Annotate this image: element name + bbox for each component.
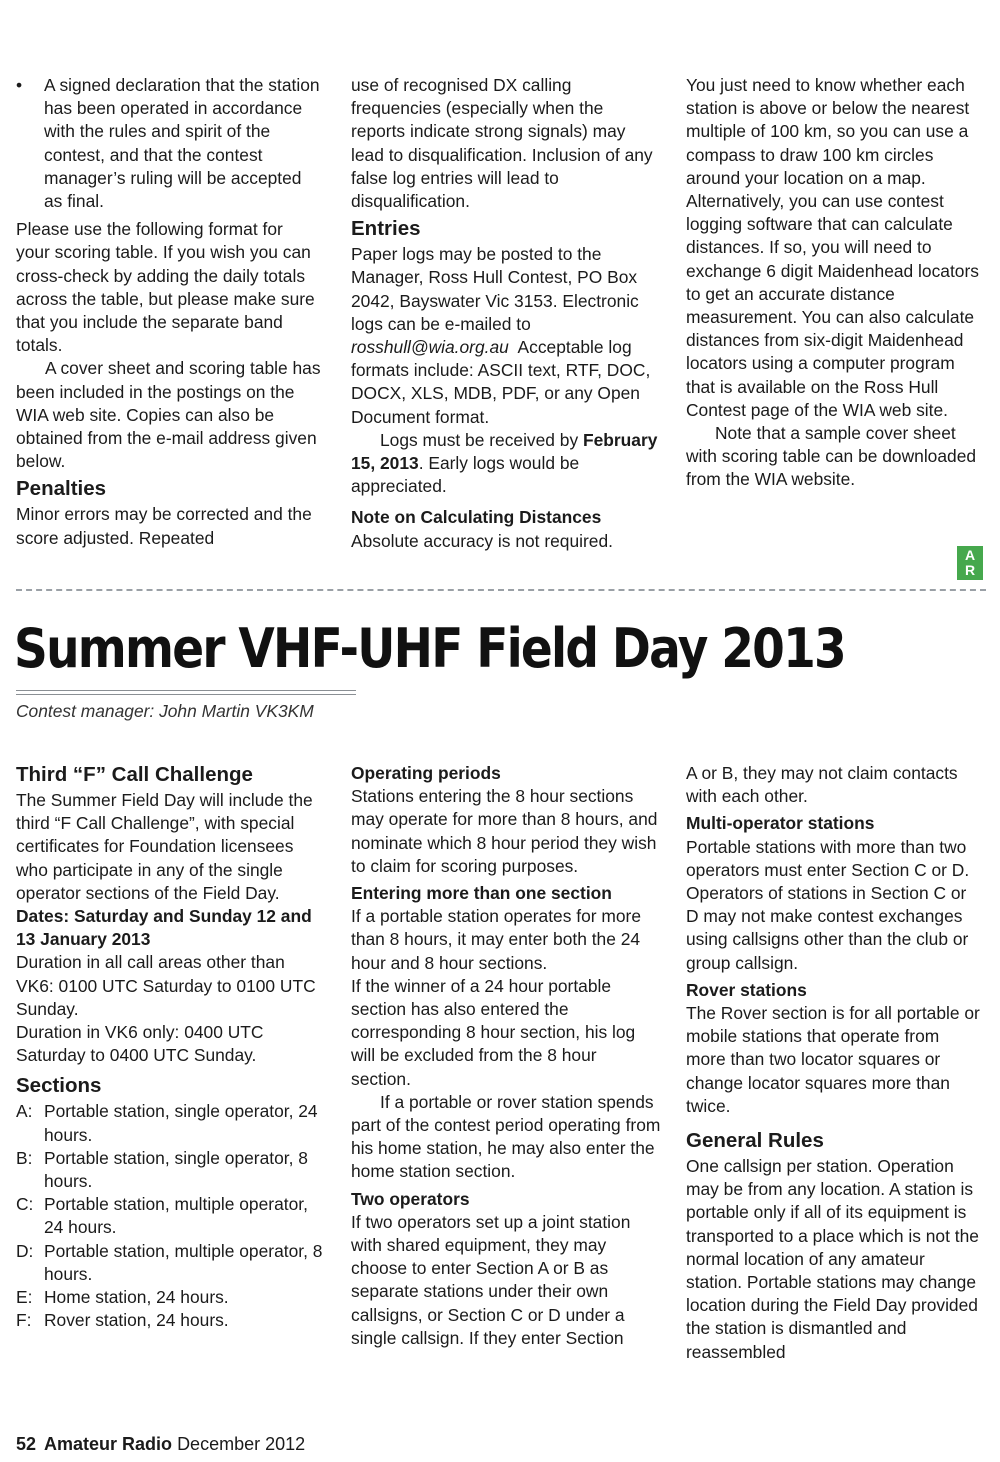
paragraph: If a portable station operates for more than 8 hours, it may enter both the 24 hour and 8 hour sections. — [351, 906, 642, 973]
page-number: 52 — [16, 1434, 37, 1454]
paragraph: The Rover section is for all portable or mobile stations that operate from more than two locator squares or change locator squares more than twice. — [686, 1003, 980, 1116]
title-rule — [16, 690, 356, 695]
paragraph: Duration in VK6 only: 0400 UTC Saturday to 0400 UTC Sunday. — [16, 1022, 264, 1066]
ar-logo: A R — [957, 546, 983, 580]
bullet-text: A signed declaration that the station has been operated in accordance with the rules and spirit of the contest, and that the contest manager’s ruling will be accepted as final. — [44, 75, 320, 212]
paragraph: If two operators set up a joint station with shared equipment, they may choose to enter Section A or B as separate stations under their own callsigns, or Section C or D under a single callsign. If they enter Section — [351, 1211, 631, 1348]
section-item — [16, 1286, 326, 1309]
paragraph: The Summer Field Day will include the third “F Call Challenge”, with special certificates for Foundation licensees who participate in any of the single operator sections of the Field Day. — [16, 790, 313, 903]
bullet-icon: • — [16, 75, 23, 95]
section-letter: F: — [16, 1310, 32, 1331]
paragraph: One callsign per station. Operation may be from any location. A station is portable only if all of its equipment is transported to a place which is not the normal location of any amateur station. Portable stations may change location during the Field Day provided the station is dismantled and reassembled — [686, 1156, 979, 1362]
page-footer — [16, 1432, 305, 1456]
entries-text-b: Acceptable log formats include: ASCII text, RTF, DOC, DOCX, XLS, MDB, PDF, or any Open Document format. — [351, 337, 656, 427]
section-item — [16, 1193, 326, 1239]
top-column-1 — [16, 74, 321, 550]
paragraph: A cover sheet and scoring table has been included in the postings on the WIA web site. Copies can also be obtained from the e-mail address given below. — [16, 358, 321, 472]
section-item — [16, 1240, 326, 1286]
top-column-3 — [686, 74, 981, 492]
paragraph: If a portable or rover station spends part of the contest period operating from his home station, he may also enter the home station section. — [351, 1091, 661, 1182]
section-heading-challenge: Third “F” Call Challenge — [16, 763, 253, 786]
logs-text-b: . Early logs would be appreciated. — [351, 453, 580, 497]
section-heading-entering: Entering more than one section — [351, 883, 612, 904]
section-letter: D: — [16, 1240, 34, 1261]
section-text: Portable station, single operator, 8 hours. — [44, 1147, 308, 1192]
sections-list — [16, 1100, 326, 1332]
paragraph: If the winner of a 24 hour portable section has also entered the corresponding 8 hour section, his log will be excluded from the 8 hour section. — [351, 975, 636, 1089]
paragraph — [351, 243, 661, 429]
section-text: Portable station, multiple operator, 8 hours. — [44, 1240, 323, 1284]
section-text: Portable station, multiple operator, 24 hours. — [44, 1194, 308, 1238]
section-heading-distances: Note on Calculating Distances — [351, 507, 602, 528]
dates-heading: Dates: Saturday and Sunday 12 and 13 January 2013 — [16, 906, 312, 950]
section-text: Portable station, single operator, 24 hours. — [44, 1101, 318, 1145]
section-heading-multi-operator: Multi-operator stations — [686, 813, 875, 834]
logs-text-a: Logs must be received by — [380, 429, 583, 450]
section-heading-operating: Operating periods — [351, 763, 501, 783]
contest-manager: Contest manager: John Martin VK3KM — [16, 701, 314, 721]
magazine-name: Amateur Radio — [44, 1434, 173, 1454]
paragraph: A or B, they may not claim contacts with each other. — [686, 763, 958, 807]
paragraph: Absolute accuracy is not required. — [351, 530, 613, 551]
paragraph: Portable stations with more than two operators must enter Section C or D. Operators of stations in Section C or D may not make contest exchanges using callsigns other than the club or group callsign. — [686, 836, 970, 973]
paragraph: use of recognised DX calling frequencies (especially when the reports indicate strong signals) may lead to disqualification. Inclusion of any false log entries will lead to disqualification. — [351, 75, 653, 212]
bottom-column-2 — [351, 762, 661, 1350]
article-divider — [16, 589, 986, 591]
bottom-column-3 — [686, 762, 981, 1364]
paragraph: Stations entering the 8 hour sections may operate for more than 8 hours, and nominate which 8 hour period they wish to claim for scoring purposes. — [351, 786, 658, 876]
section-item — [16, 1147, 326, 1193]
paragraph: Note that a sample cover sheet with scoring table can be downloaded from the WIA website. — [686, 423, 977, 490]
email-link[interactable]: rosshull@wia.org.au — [351, 337, 509, 358]
bottom-column-1 — [16, 762, 326, 1332]
section-letter: B: — [16, 1147, 33, 1168]
section-letter: C: — [16, 1194, 34, 1215]
section-item — [16, 1100, 326, 1146]
issue-date: December 2012 — [177, 1434, 306, 1454]
article-title: Summer VHF-UHF Field Day 2013 — [14, 617, 845, 680]
top-column-2 — [351, 74, 661, 553]
paragraph: You just need to know whether each station is above or below the nearest multiple of 100 km, so you can use a compass to draw 100 km circles around your location on a map. Alternatively, you can use contest logging software that can calculate distances. If so, you will need to exchange 6 digit Maidenhead locators to get an accurate distance measurement. You can also calculate distances from six-digit Maidenhead locators using a computer program that is available on the Ross Hull Contest page of the WIA web site. — [686, 75, 979, 420]
paragraph — [351, 429, 661, 499]
entries-text-a: Paper logs may be posted to the Manager, Ross Hull Contest, PO Box 2042, Bayswater Vic 3153. Electronic logs can be e-mailed to — [351, 244, 639, 334]
section-heading-penalties: Penalties — [16, 477, 107, 501]
section-letter: E: — [16, 1287, 33, 1308]
section-item — [16, 1309, 326, 1332]
section-heading-two-operators: Two operators — [351, 1188, 470, 1209]
paragraph: Minor errors may be corrected and the score adjusted. Repeated — [16, 504, 312, 548]
paragraph: Please use the following format for your scoring table. If you wish you can cross-check by adding the daily totals across the table, but please make sure that you include the separate band totals. — [16, 219, 315, 356]
logs-deadline: February 15, 2013 — [351, 429, 658, 474]
section-letter: A: — [16, 1101, 33, 1122]
section-heading-general-rules: General Rules — [686, 1129, 824, 1153]
section-heading-entries: Entries — [351, 217, 421, 241]
section-heading-sections: Sections — [16, 1074, 102, 1098]
bullet-item — [16, 74, 321, 213]
section-heading-rover: Rover stations — [686, 979, 807, 1000]
section-text: Home station, 24 hours. — [44, 1287, 229, 1308]
section-text: Rover station, 24 hours. — [44, 1310, 229, 1331]
paragraph: Duration in all call areas other than VK6: 0100 UTC Saturday to 0100 UTC Sunday. — [16, 952, 316, 1019]
